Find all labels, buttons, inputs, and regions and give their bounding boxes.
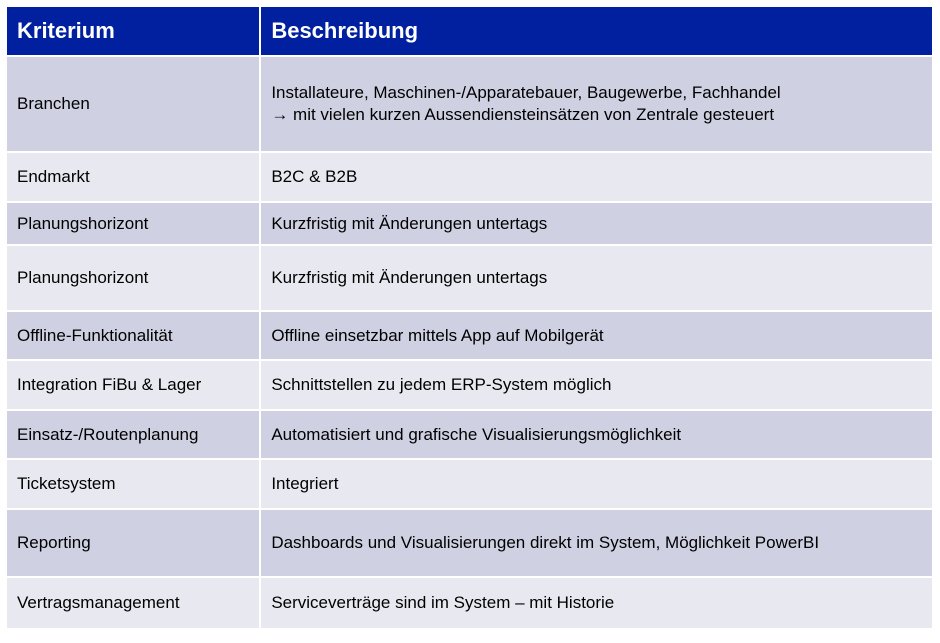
beschreibung-line: → mit vielen kurzen Aussendiensteinsätzen von Zentrale gesteuert (271, 105, 775, 124)
beschreibung-cell: Serviceverträge sind im System – mit Historie (260, 577, 933, 629)
table-row (7, 245, 933, 311)
table-row (7, 152, 933, 202)
beschreibung-cell (260, 56, 933, 152)
kriterium-cell: Integration FiBu & Lager (7, 360, 260, 410)
beschreibung-cell: Schnittstellen zu jedem ERP-System möglich (260, 360, 933, 410)
table-row (7, 410, 933, 459)
beschreibung-cell: Kurzfristig mit Änderungen untertags (260, 245, 933, 311)
kriterium-cell: Planungshorizont (7, 202, 260, 245)
kriterium-cell: Planungshorizont (7, 245, 260, 311)
table-row (7, 360, 933, 410)
table-row (7, 202, 933, 245)
kriterium-cell: Ticketsystem (7, 459, 260, 509)
header-beschreibung: Beschreibung (260, 7, 933, 56)
beschreibung-cell: Kurzfristig mit Änderungen untertags (260, 202, 933, 245)
kriterium-cell: Reporting (7, 509, 260, 577)
header-kriterium: Kriterium (7, 7, 260, 56)
table-row (7, 459, 933, 509)
beschreibung-cell: Integriert (260, 459, 933, 509)
kriterium-cell: Offline-Funktionalität (7, 311, 260, 360)
table-header-row (7, 7, 933, 56)
kriterium-cell: Endmarkt (7, 152, 260, 202)
table-row (7, 577, 933, 629)
beschreibung-cell: B2C & B2B (260, 152, 933, 202)
table-row (7, 311, 933, 360)
kriterium-cell: Einsatz-/Routenplanung (7, 410, 260, 459)
beschreibung-cell: Dashboards und Visualisierungen direkt im System, Möglichkeit PowerBI (260, 509, 933, 577)
table-row (7, 509, 933, 577)
criteria-table (7, 7, 934, 630)
table-row (7, 56, 933, 152)
kriterium-cell: Vertragsmanagement (7, 577, 260, 629)
beschreibung-cell: Offline einsetzbar mittels App auf Mobilgerät (260, 311, 933, 360)
beschreibung-line: Installateure, Maschinen-/Apparatebauer, Baugewerbe, Fachhandel (271, 83, 781, 102)
kriterium-cell: Branchen (7, 56, 260, 152)
beschreibung-cell: Automatisiert und grafische Visualisierungsmöglichkeit (260, 410, 933, 459)
